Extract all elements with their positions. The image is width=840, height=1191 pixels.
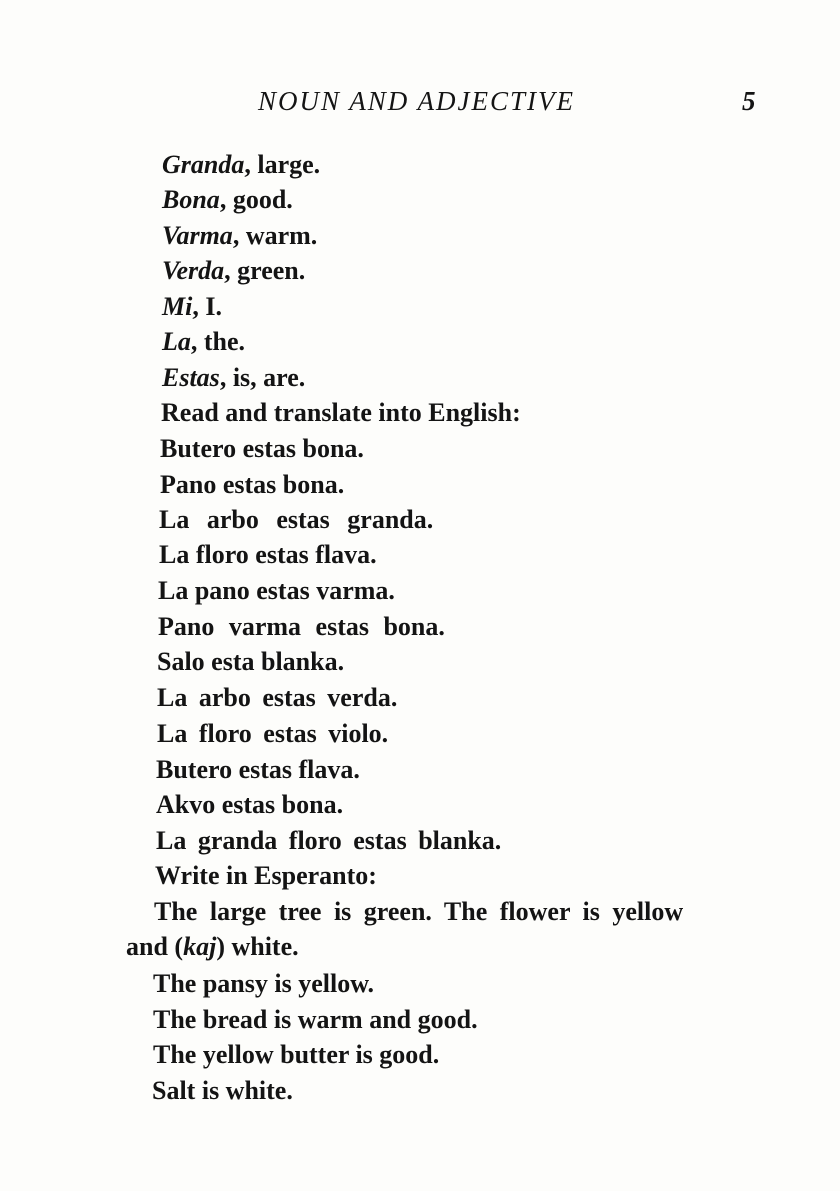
vocab-entry	[162, 220, 317, 252]
exercise-sentence: La pano estas varma.	[158, 576, 395, 605]
exercise-sentence: Salo esta blanka.	[157, 647, 345, 676]
continuation-pre: and (	[126, 932, 184, 961]
vocab-entry	[162, 326, 245, 358]
exercise-heading: Read and translate into English:	[161, 398, 521, 427]
vocab-gloss: , green.	[224, 256, 306, 285]
vocab-word: La	[162, 327, 191, 356]
exercise-sentence: La arbo estas verda.	[157, 683, 398, 712]
exercise-sentence: La granda floro estas blanka.	[156, 826, 502, 855]
vocab-gloss: , is, are.	[219, 363, 306, 392]
vocab-word: Verda	[162, 256, 225, 285]
exercise-sentence: Akvo estas bona.	[156, 790, 344, 819]
vocab-gloss: , large.	[244, 150, 321, 179]
running-head: NOUN AND ADJECTIVE	[258, 86, 576, 116]
exercise-sentence: Butero estas bona.	[160, 434, 364, 463]
vocab-entry	[162, 184, 293, 216]
exercise-sentence: Salt is white.	[152, 1076, 293, 1105]
exercise-sentence: La floro estas violo.	[157, 719, 389, 748]
exercise-sentence: The large tree is green. The flower is yellow	[154, 897, 684, 926]
exercise-sentence: Butero estas flava.	[156, 755, 360, 784]
vocab-word: Granda	[162, 150, 245, 179]
vocab-word: Varma	[162, 221, 233, 250]
vocab-word: Estas	[162, 363, 220, 392]
continuation-post: ) white.	[216, 932, 299, 961]
vocab-entry	[162, 149, 320, 181]
exercise-sentence: Pano varma estas bona.	[158, 612, 445, 641]
vocab-gloss: , I.	[192, 292, 222, 321]
exercise-sentence: La arbo estas granda.	[159, 505, 434, 534]
page-number: 5	[742, 86, 756, 116]
exercise-sentence: The pansy is yellow.	[153, 969, 375, 998]
vocab-entry	[162, 362, 305, 394]
exercise-sentence: The bread is warm and good.	[153, 1005, 478, 1034]
exercise-sentence-continuation	[126, 931, 299, 963]
esperanto-word: kaj	[183, 932, 217, 961]
exercise-sentence: La floro estas flava.	[159, 540, 377, 569]
exercise-heading: Write in Esperanto:	[155, 861, 377, 890]
vocab-word: Bona	[162, 185, 220, 214]
exercise-sentence: The yellow butter is good.	[153, 1040, 440, 1069]
vocab-word: Mi	[162, 292, 193, 321]
vocab-gloss: , good.	[219, 185, 293, 214]
vocab-entry	[162, 255, 305, 287]
exercise-sentence: Pano estas bona.	[160, 470, 345, 499]
vocab-entry	[162, 291, 222, 323]
vocab-gloss: , the.	[190, 327, 246, 356]
vocab-gloss: , warm.	[232, 221, 318, 250]
